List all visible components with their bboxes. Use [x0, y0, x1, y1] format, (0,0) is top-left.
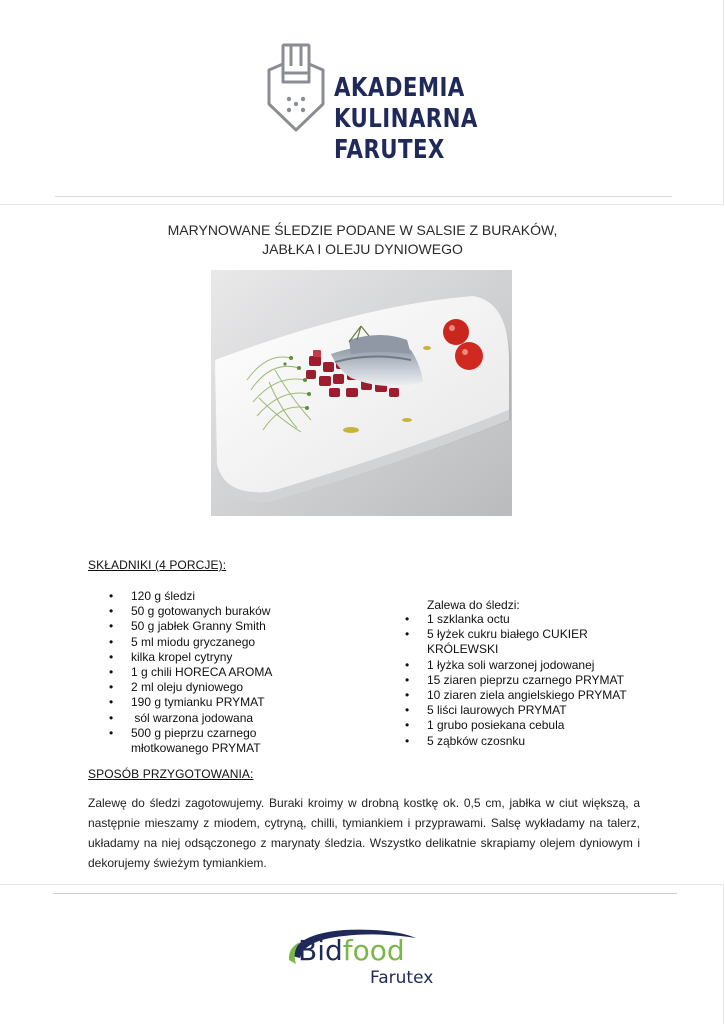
ingredient-item: • 50 g gotowanych buraków — [109, 604, 309, 619]
method-heading: SPOSÓB PRZYGOTOWANIA: — [88, 767, 254, 781]
marinade-item: • 1 łyżka soli warzonej jodowanej — [405, 658, 645, 673]
ingredient-item: • kilka kropel cytryny — [109, 650, 309, 665]
marinade-item: • 15 ziaren pieprzu czarnego PRYMAT — [405, 673, 645, 688]
marinade-item: • 1 grubo posiekana cebula — [405, 718, 645, 733]
ingredient-item: • 2 ml oleju dyniowego — [109, 680, 309, 695]
method-text: Zalewę do śledzi zagotowujemy. Buraki kroimy w drobną kostkę ok. 0,5 cm, jabłka w ciut większą, a następnie mieszamy z miodem, cytryną, chilli, tymiankiem i przyprawami. Salsę wykładamy na talerz, układamy na niej odsączonego z marynaty śledzia. Wszystko delikatnie skrapiamy olejem dyniowym i dekorujemy świeżym tymiankiem. — [88, 796, 640, 870]
ingredients-list — [109, 589, 309, 756]
ingredient-item: • 5 ml miodu gryczanego — [109, 635, 309, 650]
bidfood-wordmark — [298, 934, 405, 968]
ingredient-item: • 120 g śledzi — [109, 589, 309, 604]
footer-divider — [53, 893, 677, 894]
header-divider — [55, 196, 672, 197]
ingredient-item: • 500 g pieprzu czarnego młotkowanego PRYMAT — [109, 726, 281, 756]
dish-photo — [211, 270, 512, 516]
marinade-item: • 5 łyżek cukru białego CUKIER KRÓLEWSKI — [405, 627, 602, 657]
ingredient-item: • 190 g tymianku PRYMAT — [109, 695, 309, 710]
brand-line-1: AKADEMIA — [334, 73, 465, 103]
marinade-item: • 5 liści laurowych PRYMAT — [405, 703, 645, 718]
marinade-label: Zalewa do śledzi: — [427, 598, 520, 612]
brand-line-2: KULINARNA — [334, 104, 478, 134]
recipe-title-line-1: MARYNOWANE ŚLEDZIE PODANE W SALSIE Z BURAKÓW, — [167, 222, 558, 238]
bidfood-name-food: food — [342, 934, 405, 967]
recipe-title — [0, 221, 725, 259]
ingredient-item: • 1 g chili HORECA AROMA — [109, 665, 309, 680]
recipe-title-line-2: JABŁKA I OLEJU DYNIOWEGO — [262, 241, 463, 257]
ingredients-heading: SKŁADNIKI (4 PORCJE): — [88, 558, 227, 572]
marinade-item: • 5 ząbków czosnku — [405, 734, 645, 749]
chef-hat-logo-icon — [265, 42, 327, 134]
ingredient-item: • 50 g jabłek Granny Smith — [109, 619, 309, 634]
marinade-item: • 1 szklanka octu — [405, 612, 645, 627]
brand-line-3: FARUTEX — [334, 135, 445, 165]
brand-logo-text — [334, 73, 478, 166]
marinade-item: • 10 ziaren ziela angielskiego PRYMAT — [405, 688, 645, 703]
marinade-list — [405, 612, 645, 749]
bidfood-name: Bidfood — [298, 934, 405, 967]
ingredient-item: • sól warzona jodowana — [109, 711, 309, 726]
farutex-wordmark: Farutex — [370, 968, 434, 988]
